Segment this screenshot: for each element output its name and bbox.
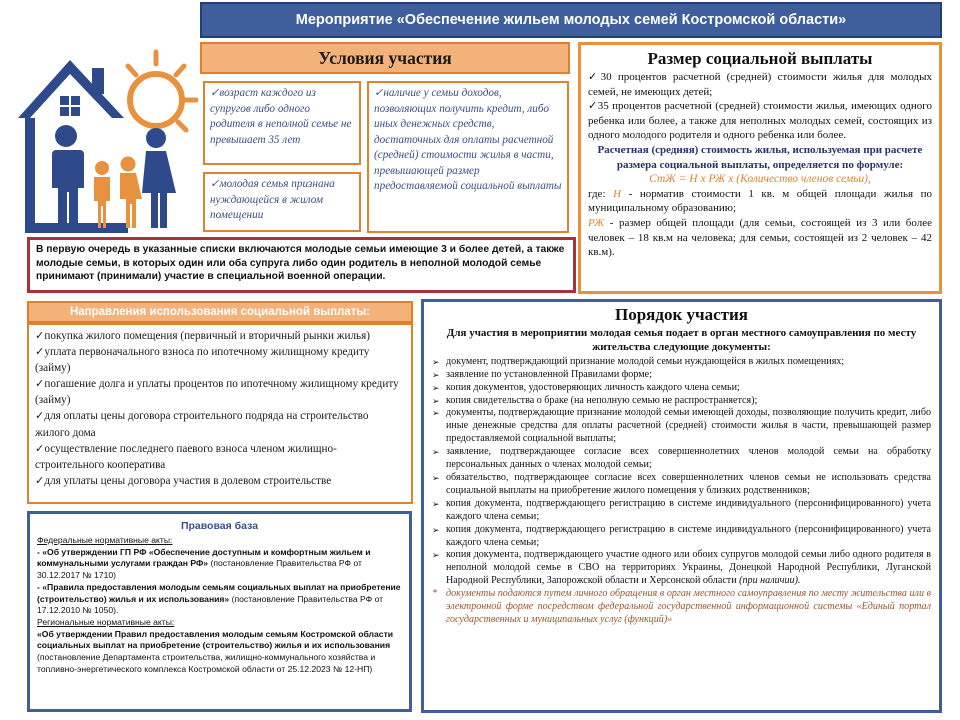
- arrow-bullet-icon: ➢: [432, 395, 440, 406]
- condition-income: [367, 81, 569, 233]
- directions-header-label: Направления использования социальной выплаты:: [69, 306, 371, 318]
- checkmark-icon: ✓: [210, 178, 220, 190]
- procedure-panel: [421, 299, 942, 713]
- procedure-footnote: * документы подаются путем личного обращения в орган местного самоуправления по месту жительства или в электронной форме посредством федеральной государственной информационной системы «Единый портал государственных и муниципальных услуг (функций)»: [432, 588, 931, 625]
- checkmark-icon: ✓: [35, 474, 45, 487]
- arrow-bullet-icon: ➢: [432, 408, 440, 419]
- payment-title: Размер социальной выплаты: [647, 49, 873, 68]
- federal-act-1: - «Об утверждении ГП РФ «Обеспечение доступным и комфортным жильем и коммунальными услугами граждан РФ» (постановление Правительства РФ от 30.12.2017 № 1710): [37, 546, 371, 581]
- priority-note-text: В первую очередь в указанные списки включаются молодые семьи имеющие 3 и более детей, а также молодые семьи, в которых один или оба супруга либо один родитель в неполной молодой семье принимают (принимали) участие в специальной военной операции.: [36, 244, 565, 282]
- list-item: ➢ обязательство, подтверждающее согласие всех совершеннолетних членов семьи не использовать средства социальной выплаты на приобретение жилого помещения у близких родственников;: [432, 471, 931, 496]
- arrow-bullet-icon: ➢: [432, 498, 440, 509]
- list-item: ➢ копия документа, подтверждающего регистрацию в системе индивидуального (персонифицированного) учета каждого члена семьи;: [432, 523, 931, 548]
- federal-acts-heading: Федеральные нормативные акты:: [37, 535, 173, 545]
- priority-note: [27, 237, 576, 293]
- condition-housing-need: [203, 172, 361, 232]
- condition-text: молодая семья признана нуждающейся в жилом помещении: [210, 178, 335, 221]
- payment-item: ✓30 процентов расчетной (средней) стоимости жилья для молодых семей, не имеющих детей;: [588, 71, 932, 98]
- checkmark-icon: ✓: [588, 71, 601, 83]
- list-item: ✓уплата первоначального взноса по ипотечному жилищному кредиту (займу): [35, 346, 370, 375]
- formula-symbol-n: Н: [613, 187, 622, 200]
- list-item: ➢ документ, подтверждающий признание молодой семьи нуждающейся в жилых помещениях;: [432, 355, 845, 367]
- legal-basis-title: Правовая база: [180, 520, 259, 532]
- formula-heading: Расчетная (средняя) стоимость жилья, используемая при расчете размера социальной выплаты, определяется по формуле:: [597, 143, 923, 171]
- list-item: ✓погашение долга и уплаты процентов по ипотечному жилищному кредиту (займу): [35, 378, 399, 407]
- checkmark-icon: ✓: [374, 87, 384, 99]
- condition-age: [203, 81, 361, 165]
- formula-symbol-rzh: РЖ: [588, 216, 605, 229]
- page-title: Мероприятие «Обеспечение жильем молодых семей Костромской области»: [295, 12, 847, 28]
- checkmark-icon: ✓: [35, 346, 45, 359]
- legal-basis-panel: [27, 511, 412, 712]
- list-item: ➢ заявление по установленной Правилами форме;: [432, 368, 652, 380]
- checkmark-icon: ✓: [35, 378, 45, 391]
- list-item: ✓покупка жилого помещения (первичный и вторичный рынки жилья): [35, 330, 371, 342]
- directions-list: [27, 323, 413, 504]
- formula: СтЖ = Н х РЖ х (Количество членов семьи),: [649, 173, 871, 186]
- list-item: ➢ документы, подтверждающие признание молодой семьи имеющей доходы, позволяющие получить кредит, либо иные денежные средства для оплаты расчетной (средней) стоимости жилья в части, превышающей размер предоставляемой социальной выплаты;: [432, 407, 931, 445]
- arrow-bullet-icon: ➢: [432, 472, 440, 483]
- list-item: ➢ копия документов, удостоверяющих личность каждого члена семьи;: [432, 381, 740, 393]
- list-item: ✓для уплаты цены договора участия в долевом строительстве: [35, 474, 332, 487]
- checkmark-icon: ✓: [35, 330, 45, 342]
- condition-text: возраст каждого из супругов либо одного родителя в неполной семье не превышает 35 лет: [210, 87, 352, 146]
- payment-size-panel: [578, 42, 942, 294]
- directions-header: [27, 301, 413, 323]
- formula-legend-rzh: РЖ - размер общей площади (для семьи, состоящей из 3 или более человек – 18 кв.м на человека; для семьи, состоящей из 2 человек – 42 кв.м).: [588, 216, 932, 259]
- formula-legend-n: где: Н - норматив стоимости 1 кв. м общей площади жилья по муниципальному образованию;: [588, 187, 933, 215]
- arrow-bullet-icon: ➢: [432, 382, 440, 393]
- arrow-bullet-icon: ➢: [432, 356, 440, 367]
- procedure-title: Порядок участия: [615, 305, 748, 324]
- list-item: ➢ копия свидетельства о браке (на неполную семью не распространяется);: [432, 394, 758, 406]
- checkmark-icon: ✓: [210, 87, 220, 99]
- list-item: ✓осуществление последнего паевого взноса членом жилищно-строительного кооператива: [35, 442, 337, 471]
- regional-act-1: «Об утверждении Правил предоставления молодым семьям Костромской области социальных выплат на приобретение (строительство) жилья и их использования (постановление Департамента строительства, жилищно-коммунального хозяйства и топливно-энергетического комплекса Костромской области от 25.12.2023 № 12-НП): [37, 628, 394, 674]
- asterisk-marker: *: [432, 588, 438, 600]
- checkmark-icon: ✓: [588, 100, 598, 113]
- list-item: ✓для оплаты цены договора строительного подряда на строительство жилого дома: [35, 410, 369, 439]
- list-item: ➢ копия документа, подтверждающего регистрацию в системе индивидуального (персонифицированного) учета каждого члена семьи;: [432, 497, 931, 522]
- page-title-banner: [200, 2, 942, 38]
- payment-item: ✓35 процентов расчетной (средней) стоимости жилья, имеющих одного ребенка или более, а также для неполных молодых семей, состоящих из одного молодого родителя и одного ребенка или более.: [588, 100, 932, 142]
- arrow-bullet-icon: ➢: [432, 369, 440, 380]
- arrow-bullet-icon: ➢: [432, 447, 440, 458]
- checkmark-icon: ✓: [35, 442, 45, 455]
- list-item: ➢ копия документа, подтверждающего участие одного или обоих супругов молодой семьи либо одного родителя в неполной молодой семье в СВО на территориях Украины, Донецкой Народной Республики, Луганской Народной Республики, Запорожской области и Херсонской области (при наличии).: [432, 549, 931, 587]
- procedure-intro: Для участия в мероприятии молодая семья подает в орган местного самоуправления по месту жительства следующие документы:: [446, 327, 917, 354]
- family-house-icon: [8, 38, 200, 234]
- federal-act-2: - «Правила предоставления молодым семьям социальных выплат на приобретение (строительство) жилья и их использования» (постановление Правительства РФ от 17.12.2010 № 1050).: [37, 581, 401, 616]
- conditions-header: [200, 42, 570, 74]
- arrow-bullet-icon: ➢: [432, 550, 440, 561]
- conditions-header-label: Условия участия: [318, 47, 452, 68]
- checkmark-icon: ✓: [35, 410, 45, 423]
- list-item: ➢ заявление, подтверждающее согласие всех совершеннолетних членов молодой семьи на обработку персональных данных о членах молодой семьи;: [432, 446, 931, 471]
- arrow-bullet-icon: ➢: [432, 524, 440, 535]
- regional-acts-heading: Региональные нормативные акты:: [37, 616, 175, 627]
- condition-text: наличие у семьи доходов, позволяющих получить кредит, либо иных денежных средств, достаточных для оплаты расчетной (средней) стоимости жилья в части, превышающей размер предоставляемой социальной выплаты: [374, 87, 562, 192]
